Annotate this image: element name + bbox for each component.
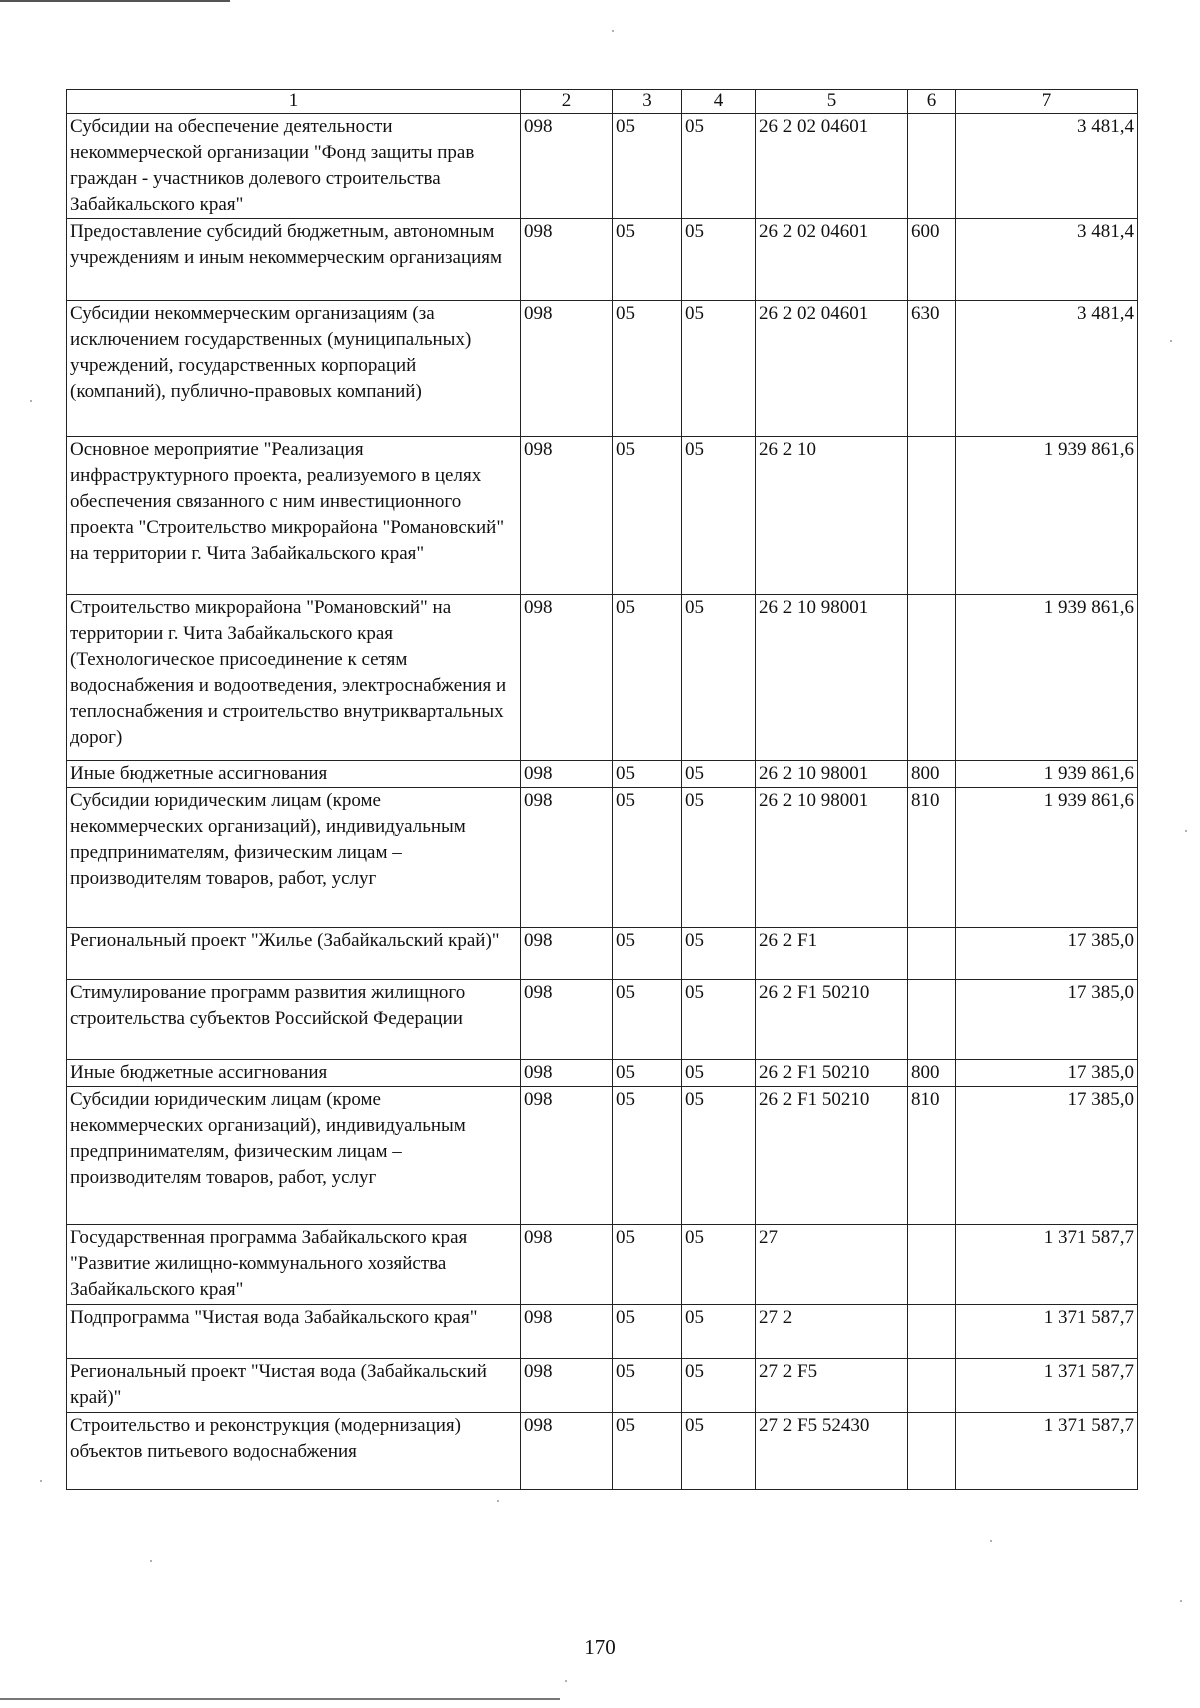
table-row bbox=[67, 595, 1138, 761]
section-code: 05 bbox=[613, 114, 682, 219]
expense-type: 600 bbox=[908, 219, 956, 301]
amount-value: 3 481,4 bbox=[956, 114, 1138, 219]
scan-edge-line-top bbox=[0, 0, 230, 2]
subsection-code: 05 bbox=[682, 980, 756, 1060]
target-article: 26 2 F1 bbox=[756, 928, 908, 980]
section-code: 05 bbox=[613, 595, 682, 761]
table-row bbox=[67, 1225, 1138, 1305]
ministry-code: 098 bbox=[521, 219, 613, 301]
target-article: 27 2 bbox=[756, 1305, 908, 1359]
section-code: 05 bbox=[613, 1225, 682, 1305]
scan-speck bbox=[1170, 340, 1172, 342]
section-code: 05 bbox=[613, 980, 682, 1060]
section-code: 05 bbox=[613, 761, 682, 788]
expense-type: 630 bbox=[908, 301, 956, 437]
column-header: 6 bbox=[908, 90, 956, 114]
budget-table bbox=[66, 89, 1138, 1490]
target-article: 27 2 F5 bbox=[756, 1359, 908, 1413]
amount-value: 3 481,4 bbox=[956, 219, 1138, 301]
table-row bbox=[67, 114, 1138, 219]
subsection-code: 05 bbox=[682, 1359, 756, 1413]
subsection-code: 05 bbox=[682, 437, 756, 595]
target-article: 26 2 02 04601 bbox=[756, 114, 908, 219]
amount-value: 3 481,4 bbox=[956, 301, 1138, 437]
expense-type: 800 bbox=[908, 1060, 956, 1087]
row-name: Подпрограмма "Чистая вода Забайкальского края" bbox=[67, 1305, 521, 1359]
subsection-code: 05 bbox=[682, 1305, 756, 1359]
table-row bbox=[67, 437, 1138, 595]
ministry-code: 098 bbox=[521, 437, 613, 595]
amount-value: 1 371 587,7 bbox=[956, 1225, 1138, 1305]
expense-type: 810 bbox=[908, 1087, 956, 1225]
subsection-code: 05 bbox=[682, 1413, 756, 1490]
table-row bbox=[67, 928, 1138, 980]
row-name: Субсидии на обеспечение деятельности некоммерческой организации "Фонд защиты прав граждан - участников долевого строительства Забайкальского края" bbox=[67, 114, 521, 219]
amount-value: 17 385,0 bbox=[956, 928, 1138, 980]
expense-type bbox=[908, 595, 956, 761]
table-row bbox=[67, 301, 1138, 437]
column-header: 7 bbox=[956, 90, 1138, 114]
amount-value: 1 371 587,7 bbox=[956, 1413, 1138, 1490]
subsection-code: 05 bbox=[682, 761, 756, 788]
target-article: 27 2 F5 52430 bbox=[756, 1413, 908, 1490]
section-code: 05 bbox=[613, 1413, 682, 1490]
target-article: 26 2 10 bbox=[756, 437, 908, 595]
page-number: 170 bbox=[584, 1635, 616, 1659]
column-header: 5 bbox=[756, 90, 908, 114]
row-name: Государственная программа Забайкальского края "Развитие жилищно-коммунального хозяйства Забайкальского края" bbox=[67, 1225, 521, 1305]
target-article: 27 bbox=[756, 1225, 908, 1305]
subsection-code: 05 bbox=[682, 928, 756, 980]
scan-speck bbox=[990, 1540, 992, 1542]
amount-value: 1 371 587,7 bbox=[956, 1305, 1138, 1359]
subsection-code: 05 bbox=[682, 1060, 756, 1087]
amount-value: 17 385,0 bbox=[956, 1060, 1138, 1087]
expense-type bbox=[908, 1225, 956, 1305]
table-row bbox=[67, 788, 1138, 928]
amount-value: 1 939 861,6 bbox=[956, 595, 1138, 761]
row-name: Иные бюджетные ассигнования bbox=[67, 1060, 521, 1087]
ministry-code: 098 bbox=[521, 1087, 613, 1225]
scan-speck bbox=[30, 400, 32, 402]
row-name: Иные бюджетные ассигнования bbox=[67, 761, 521, 788]
expense-type bbox=[908, 437, 956, 595]
section-code: 05 bbox=[613, 219, 682, 301]
expense-type bbox=[908, 1359, 956, 1413]
scan-speck bbox=[150, 1560, 152, 1562]
row-name: Субсидии юридическим лицам (кроме некоммерческих организаций), индивидуальным предпринимателям, физическим лицам – производителям товаров, работ, услуг bbox=[67, 788, 521, 928]
row-name: Субсидии некоммерческим организациям (за исключением государственных (муниципальных) учреждений, государственных корпораций (компаний), публично-правовых компаний) bbox=[67, 301, 521, 437]
column-header: 4 bbox=[682, 90, 756, 114]
subsection-code: 05 bbox=[682, 114, 756, 219]
row-name: Предоставление субсидий бюджетным, автономным учреждениям и иным некоммерческим организациям bbox=[67, 219, 521, 301]
amount-value: 17 385,0 bbox=[956, 1087, 1138, 1225]
target-article: 26 2 10 98001 bbox=[756, 595, 908, 761]
target-article: 26 2 02 04601 bbox=[756, 301, 908, 437]
ministry-code: 098 bbox=[521, 595, 613, 761]
row-name: Основное мероприятие "Реализация инфраструктурного проекта, реализуемого в целях обеспечения связанного с ним инвестиционного проекта "Строительство микрорайона "Романовский" на территории г. Чита Забайкальского края" bbox=[67, 437, 521, 595]
column-header: 3 bbox=[613, 90, 682, 114]
table-row bbox=[67, 219, 1138, 301]
row-name: Субсидии юридическим лицам (кроме некоммерческих организаций), индивидуальным предпринимателям, физическим лицам – производителям товаров, работ, услуг bbox=[67, 1087, 521, 1225]
amount-value: 1 371 587,7 bbox=[956, 1359, 1138, 1413]
table-row bbox=[67, 980, 1138, 1060]
table-row bbox=[67, 761, 1138, 788]
expense-type bbox=[908, 1413, 956, 1490]
row-name: Строительство микрорайона "Романовский" на территории г. Чита Забайкальского края (Технологическое присоединение к сетям водоснабжения и водоотведения, электроснабжения и теплоснабжения и строительство внутриквартальных дорог) bbox=[67, 595, 521, 761]
row-name: Региональный проект "Жилье (Забайкальский край)" bbox=[67, 928, 521, 980]
expense-type: 810 bbox=[908, 788, 956, 928]
row-name: Строительство и реконструкция (модернизация) объектов питьевого водоснабжения bbox=[67, 1413, 521, 1490]
expense-type: 800 bbox=[908, 761, 956, 788]
ministry-code: 098 bbox=[521, 980, 613, 1060]
table-row bbox=[67, 1087, 1138, 1225]
expense-type bbox=[908, 928, 956, 980]
section-code: 05 bbox=[613, 928, 682, 980]
column-header: 2 bbox=[521, 90, 613, 114]
column-number-row bbox=[67, 90, 1138, 114]
ministry-code: 098 bbox=[521, 788, 613, 928]
section-code: 05 bbox=[613, 1087, 682, 1225]
row-name: Региональный проект "Чистая вода (Забайкальский край)" bbox=[67, 1359, 521, 1413]
ministry-code: 098 bbox=[521, 114, 613, 219]
subsection-code: 05 bbox=[682, 788, 756, 928]
subsection-code: 05 bbox=[682, 595, 756, 761]
row-name: Стимулирование программ развития жилищного строительства субъектов Российской Федерации bbox=[67, 980, 521, 1060]
section-code: 05 bbox=[613, 1305, 682, 1359]
scan-speck bbox=[565, 1680, 567, 1682]
ministry-code: 098 bbox=[521, 1305, 613, 1359]
section-code: 05 bbox=[613, 1060, 682, 1087]
subsection-code: 05 bbox=[682, 1225, 756, 1305]
subsection-code: 05 bbox=[682, 1087, 756, 1225]
subsection-code: 05 bbox=[682, 301, 756, 437]
amount-value: 17 385,0 bbox=[956, 980, 1138, 1060]
table-row bbox=[67, 1413, 1138, 1490]
section-code: 05 bbox=[613, 788, 682, 928]
scan-speck bbox=[40, 1480, 42, 1482]
ministry-code: 098 bbox=[521, 1225, 613, 1305]
target-article: 26 2 02 04601 bbox=[756, 219, 908, 301]
scan-speck bbox=[1180, 1600, 1182, 1602]
expense-type bbox=[908, 1305, 956, 1359]
scan-speck bbox=[497, 1500, 499, 1502]
table-row bbox=[67, 1305, 1138, 1359]
ministry-code: 098 bbox=[521, 301, 613, 437]
table-row bbox=[67, 1359, 1138, 1413]
ministry-code: 098 bbox=[521, 761, 613, 788]
amount-value: 1 939 861,6 bbox=[956, 761, 1138, 788]
target-article: 26 2 10 98001 bbox=[756, 761, 908, 788]
scan-edge-line-bottom bbox=[0, 1698, 560, 1700]
column-header: 1 bbox=[67, 90, 521, 114]
ministry-code: 098 bbox=[521, 1413, 613, 1490]
expense-type bbox=[908, 980, 956, 1060]
amount-value: 1 939 861,6 bbox=[956, 437, 1138, 595]
scan-speck bbox=[1185, 830, 1187, 832]
expense-type bbox=[908, 114, 956, 219]
target-article: 26 2 F1 50210 bbox=[756, 980, 908, 1060]
section-code: 05 bbox=[613, 1359, 682, 1413]
target-article: 26 2 F1 50210 bbox=[756, 1087, 908, 1225]
section-code: 05 bbox=[613, 301, 682, 437]
subsection-code: 05 bbox=[682, 219, 756, 301]
ministry-code: 098 bbox=[521, 1060, 613, 1087]
ministry-code: 098 bbox=[521, 1359, 613, 1413]
target-article: 26 2 F1 50210 bbox=[756, 1060, 908, 1087]
target-article: 26 2 10 98001 bbox=[756, 788, 908, 928]
section-code: 05 bbox=[613, 437, 682, 595]
amount-value: 1 939 861,6 bbox=[956, 788, 1138, 928]
table-row bbox=[67, 1060, 1138, 1087]
ministry-code: 098 bbox=[521, 928, 613, 980]
scan-speck bbox=[612, 30, 614, 32]
